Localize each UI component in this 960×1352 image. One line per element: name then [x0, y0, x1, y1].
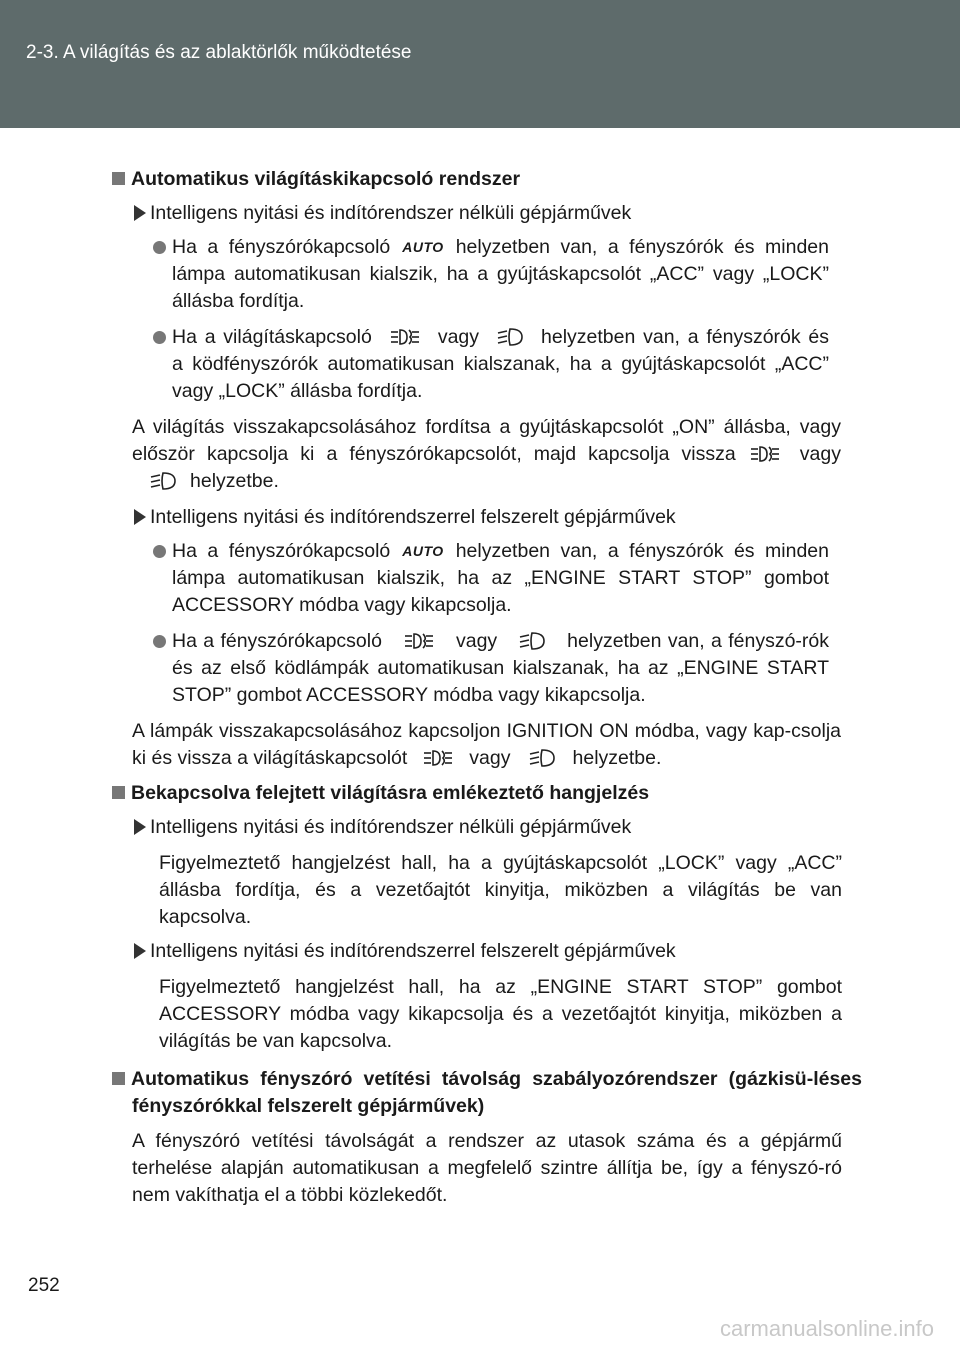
paragraph: Figyelmeztető hangjelzést hall, ha a gyújtáskapcsolót „LOCK” vagy „ACC” állásba fordítja, és a vezetőajtót kinyitja, miközben a világítás be van kapcsolva.	[159, 852, 842, 928]
auto-icon: AUTO	[402, 239, 444, 255]
section-title: 2-3. A világítás és az ablaktörlők működtetése	[26, 42, 412, 63]
subheading: Intelligens nyitási és indítórendszer nélküli gépjárművek	[134, 200, 834, 227]
round-bullet-icon	[153, 545, 166, 558]
auto-icon: AUTO	[402, 543, 444, 559]
square-bullet-icon	[112, 1072, 125, 1085]
section-heading: Automatikus világításkikapcsoló rendszer	[112, 166, 832, 193]
bullet-item: Ha a fényszórókapcsoló AUTO helyzetben van, a fényszórók és minden lámpa automatikusan kialszik, ha a gyújtáskapcsolót „ACC” vagy „LOCK” állásba fordítja.	[172, 234, 829, 315]
section-heading: Bekapcsolva felejtett világításra emlékeztető hangjelzés	[112, 780, 832, 807]
headlight-fog-icon	[423, 747, 453, 769]
headlight-fog-icon	[390, 326, 420, 348]
triangle-bullet-icon	[134, 943, 146, 959]
round-bullet-icon	[153, 331, 166, 344]
triangle-bullet-icon	[134, 509, 146, 525]
paragraph: A világítás visszakapcsolásához fordítsa a gyújtáskapcsolót „ON” állásba, vagy először kapcsolja ki a fényszórókapcsolót, majd kapcsolja vissza vagyhelyzetbe.	[132, 416, 841, 492]
square-bullet-icon	[112, 786, 125, 799]
headlight-icon	[497, 326, 523, 348]
triangle-bullet-icon	[134, 205, 146, 221]
watermark: carmanualsonline.info	[719, 1316, 934, 1341]
square-bullet-icon	[112, 172, 125, 185]
bullet-item: Ha a világításkapcsoló vagy helyzetben van, a fényszórók és a ködfényszórók automatikusan kialszanak, ha a gyújtáskapcsolót „ACC” vagy „LOCK” állásba fordítja.	[172, 324, 829, 405]
header-bar	[0, 0, 960, 128]
round-bullet-icon	[153, 635, 166, 648]
bullet-item: Ha a fényszórókapcsoló AUTO helyzetben van, a fényszórók és minden lámpa automatikusan kialszik, ha az „ENGINE START STOP” gombot ACCESSORY módba vagy kikapcsolja.	[172, 538, 829, 619]
headlight-icon	[150, 470, 176, 492]
subheading: Intelligens nyitási és indítórendszerrel felszerelt gépjárművek	[134, 938, 834, 965]
round-bullet-icon	[153, 241, 166, 254]
paragraph: A lámpák visszakapcsolásához kapcsoljon IGNITION ON módba, vagy kap-csolja ki és vissza a világításkapcsolót vagy helyzetbe.	[132, 720, 841, 769]
subheading: Intelligens nyitási és indítórendszerrel felszerelt gépjárművek	[134, 504, 834, 531]
page-number: 252	[28, 1275, 60, 1296]
headlight-fog-icon	[750, 443, 780, 465]
subheading: Intelligens nyitási és indítórendszer nélküli gépjárművek	[134, 814, 834, 841]
headlight-icon	[519, 630, 545, 652]
paragraph: Figyelmeztető hangjelzést hall, ha az „ENGINE START STOP” gombot ACCESSORY módba vagy kikapcsolja és a vezetőajtót kinyitja, miközben a világítás be van kapcsolva.	[159, 976, 842, 1052]
paragraph: A fényszóró vetítési távolságát a rendszer az utasok száma és a gépjármű terhelése alapján automatikusan a megfelelő szintre állítja be, így a fényszó-ró nem vakíthatja el a többi közlekedőt.	[132, 1130, 842, 1206]
headlight-fog-icon	[404, 630, 434, 652]
bullet-item: Ha a fényszórókapcsoló vagy helyzetben van, a fényszó-rók és az első ködlámpák automatikusan kialszanak, ha az „ENGINE START STOP” gombot ACCESSORY módba vagy kikapcsolja.	[172, 628, 829, 709]
headlight-icon	[529, 747, 555, 769]
section-heading: Automatikus fényszóró vetítési távolság szabályozórendszer (gázkisü-léses fényszórókkal felszerelt gépjárművek)	[112, 1066, 862, 1120]
triangle-bullet-icon	[134, 819, 146, 835]
